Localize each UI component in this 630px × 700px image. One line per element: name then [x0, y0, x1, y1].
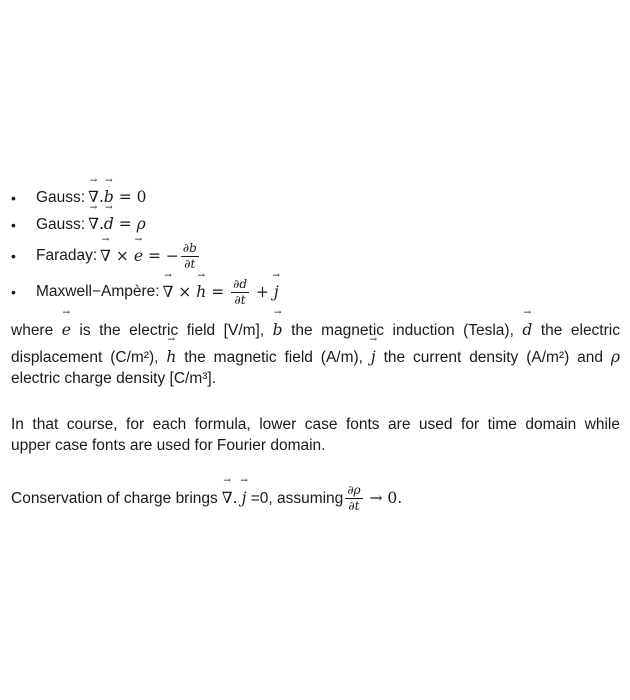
vector-symbol: → j [242, 488, 247, 509]
equals-sign: = − [143, 247, 179, 266]
paragraph-line [11, 368, 620, 389]
text-span: the magnetic induction (Tesla), [291, 322, 514, 339]
list-item-gauss-magnetic [11, 188, 611, 207]
fraction-numerator: ∂ρ [347, 483, 361, 497]
dot-operator: . [98, 215, 104, 233]
rho-symbol: ρ [610, 348, 621, 366]
equation-rest: = ρ [113, 215, 146, 233]
vector-symbol: → e [62, 320, 71, 341]
fraction-denominator: ∂t [184, 256, 196, 271]
list-item-gauss-electric [11, 215, 611, 234]
equation-label: Gauss: [36, 215, 86, 233]
fraction-numerator: ∂b [182, 241, 197, 255]
equals-sign: = [206, 283, 230, 302]
vector-symbol: → j [371, 347, 376, 368]
equation-label: Gauss: [36, 188, 86, 206]
equation-label: Faraday: [36, 247, 98, 265]
list-item-faraday [11, 242, 611, 270]
course-paragraph [11, 414, 620, 456]
fraction [345, 484, 362, 512]
conservation-paragraph [11, 484, 620, 512]
list-item-maxwell-ampere [11, 278, 611, 306]
vector-symbol: → h [166, 347, 176, 368]
equation-expression [100, 242, 201, 270]
bullet-icon: • [11, 189, 16, 206]
fraction [181, 242, 199, 270]
vector-symbol: → b [273, 320, 283, 341]
paragraph-line [11, 320, 620, 341]
dot-operator: . [98, 188, 104, 206]
nabla-symbol: → ∇ [222, 488, 233, 509]
vector-symbol: → j [274, 283, 279, 301]
equation-rest: = 0 [113, 188, 147, 206]
vector-symbol: → e [134, 247, 143, 265]
conservation-suffix: → 0. [364, 488, 403, 507]
conservation-expression [222, 484, 402, 512]
cross-operator: × [111, 247, 134, 266]
bullet-icon: • [11, 248, 16, 265]
fraction [231, 278, 249, 306]
equation-label: Maxwell−Ampère: [36, 283, 160, 301]
fraction-denominator: ∂t [348, 498, 360, 513]
paragraph-line [11, 347, 620, 368]
bullet-icon: • [11, 216, 16, 233]
vector-symbol: → b [104, 188, 114, 206]
text-span: the electric [540, 322, 620, 339]
definitions-paragraph [11, 320, 620, 389]
text-span: electric charge density [C/m³]. [11, 370, 217, 387]
text-span: is the electric field [V/m], [79, 322, 265, 339]
text-span: where [11, 322, 54, 339]
plus-sign: + [251, 283, 274, 302]
text-span: displacement (C/m²), [11, 349, 159, 366]
nabla-operator: → ∇ [163, 283, 174, 301]
text-span: the current density (A/m²) and [383, 349, 603, 366]
vector-symbol: → d [522, 320, 532, 341]
vector-symbol: → d [104, 215, 114, 233]
paragraph-line: In that course, for each formula, lower case fonts are used for time domain while [11, 416, 620, 433]
nabla-operator: → ∇ [88, 215, 99, 233]
nabla-operator: → ∇ [100, 247, 111, 265]
equation-expression [88, 215, 146, 234]
text-span: the magnetic field (A/m), [184, 349, 363, 366]
paragraph-line: upper case fonts are used for Fourier domain. [11, 437, 326, 454]
vector-symbol: → h [196, 283, 206, 301]
nabla-operator: → ∇ [88, 188, 99, 206]
fraction-denominator: ∂t [234, 292, 246, 307]
conservation-mid: =0, assuming [246, 489, 344, 507]
conservation-prefix: Conservation of charge brings [11, 489, 218, 507]
cross-operator: × [173, 283, 197, 302]
fraction-numerator: ∂d [233, 277, 248, 291]
bullet-icon: • [11, 284, 16, 301]
dot-operator: . [232, 488, 238, 507]
equation-expression [163, 278, 279, 306]
